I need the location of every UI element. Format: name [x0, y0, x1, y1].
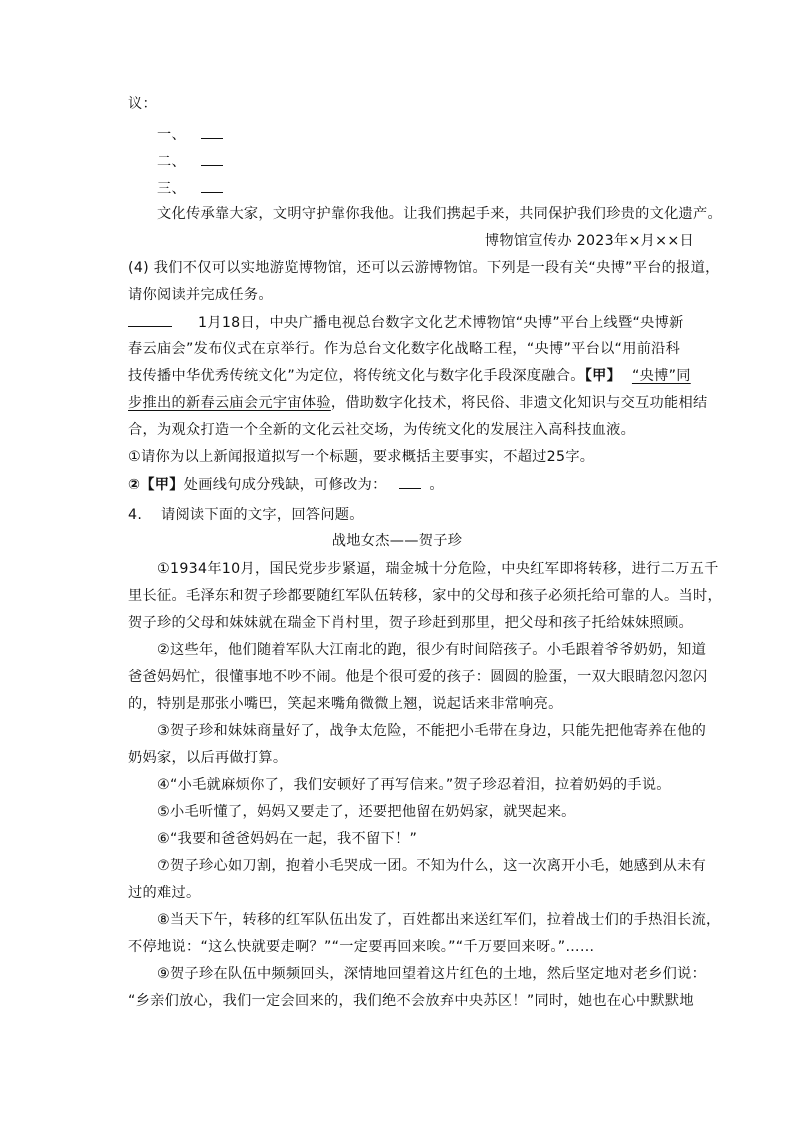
passage-line: 奶妈家，以后再做打算。 — [128, 750, 288, 766]
news-line-1 — [128, 312, 684, 333]
question-prompt: 请阅读下面的文字，回答问题。 — [160, 507, 364, 523]
passage-line: ⑥“我要和爸爸妈妈在一起，我不留下！” — [157, 831, 418, 847]
proposal-item-3 — [157, 178, 223, 199]
proposal-closing: 文化传承靠大家，文明守护靠你我他。让我们携起手来，共同保护我们珍贵的文化遗产。 — [157, 206, 723, 222]
news-line-3-text: 技传播中华优秀传统文化”为定位，将传统文化与数字化手段深度融合。 — [128, 368, 585, 384]
title-blank[interactable] — [128, 312, 172, 327]
passage-line: 贺子珍的父母和妹妹就在瑞金下肖村里，贺子珍赶到那里，把父母和孩子托给妹妹照顾。 — [128, 615, 694, 631]
passage-line: 不停地说：“这么快就要走啊？”“一定要再回来唉。”“千万要回来呀。”…… — [128, 939, 595, 955]
passage-line: ⑧当天下午，转移的红军队伍出发了，百姓都出来送红军们，拉着战士们的手热泪长流， — [157, 912, 721, 928]
proposal-item-2-label: 二、 — [157, 154, 186, 170]
answer-blank[interactable] — [201, 178, 223, 193]
news-line-4-rest: ，借助数字化技术，将民俗、非遗文化知识与交互功能相结 — [330, 395, 708, 411]
question4-header — [128, 505, 364, 525]
passage-line: ⑤小毛听懂了，妈妈又要走了，还要把他留在奶妈家，就哭起来。 — [157, 804, 576, 820]
passage-line: 爸爸妈妈忙，很懂事地不吵不闹。他是个很可爱的孩子：圆圆的脸蛋，一双大眼睛忽闪忽闪 — [128, 669, 708, 685]
proposal-item-2 — [157, 151, 223, 172]
passage-line: ②这些年，他们随着军队大江南北的跑，很少有时间陪孩子。小毛跟着爷爷奶奶，知道 — [157, 642, 707, 658]
passage-line: “乡亲们放心，我们一定会回来的，我们绝不会放弃中央苏区！”同时，她也在心中默默地 — [128, 993, 694, 1009]
answer-blank[interactable] — [201, 124, 223, 139]
passage-line: ①1934年10月，国民党步步紧逼，瑞金城十分危险，中央红军即将转移，进行二万五千 — [157, 561, 719, 577]
passage-line: ③贺子珍和妹妹商量好了，战争太危险，不能把小毛带在身边，只能先把他寄养在他的 — [157, 723, 707, 739]
underlined-sentence-part-2: 步推出的新春云庙会元宇宙体验 — [128, 395, 331, 411]
passage-title: 战地女杰——贺子珍 — [331, 533, 463, 549]
question-number: 4. — [128, 507, 143, 523]
task4-q1: ①请你为以上新闻报道拟写一个标题，要求概括主要事实，不超过25字。 — [128, 449, 595, 465]
proposal-item-1 — [157, 124, 223, 145]
news-line-3 — [128, 366, 691, 386]
task4-prompt-line2: 请你阅读并完成任务。 — [128, 287, 273, 303]
task4-prompt-line1: (4) 我们不仅可以实地游览博物馆，还可以云游博物馆。下列是一段有关“央博”平台的报道， — [128, 260, 720, 276]
passage-line: 过的难过。 — [128, 885, 201, 901]
passage-line: ⑦贺子珍心如刀割，抱着小毛哭成一团。不知为什么，这一次离开小毛，她感到从未有 — [157, 858, 707, 874]
news-line-1-text: 1月18日，中央广播电视总台数字文化艺术博物馆“央博”平台上线暨“央博新 — [198, 315, 684, 331]
q2-marker: ②【甲】 — [128, 477, 184, 493]
jia-marker: 【甲】 — [584, 368, 622, 384]
task4-q2 — [128, 474, 444, 495]
passage-line: 的，特别是那张小嘴巴，笑起来嘴角微微上翘，说起话来非常响亮。 — [128, 696, 563, 712]
underlined-sentence-part-1: “央博”同 — [631, 368, 691, 384]
proposal-item-3-label: 三、 — [157, 181, 186, 197]
q2-text: 处画线句成分残缺，可修改为： — [183, 477, 387, 493]
proposal-signature: 博物馆宣传办 2023年×月××日 — [484, 233, 694, 249]
news-line-4 — [128, 393, 708, 413]
news-line-2: 春云庙会”发布仪式在京举行。作为总台文化数字化战略工程，“央博”平台以“用前沿科 — [128, 341, 681, 357]
proposal-item-1-label: 一、 — [157, 127, 186, 143]
passage-line: ④“小毛就麻烦你了，我们安顿好了再写信来。”贺子珍忍着泪，拉着奶妈的手说。 — [157, 777, 671, 793]
proposal-intro-tail: 议： — [128, 96, 157, 112]
q2-end: 。 — [429, 477, 444, 493]
answer-blank[interactable] — [201, 151, 223, 166]
news-line-5: 合，为观众打造一个全新的文化云社交场，为传统文化的发展注入高科技血液。 — [128, 422, 636, 438]
passage-line: 里长征。毛泽东和贺子珍都要随红军队伍转移，家中的父母和孩子必须托给可靠的人。当时， — [128, 588, 722, 604]
answer-blank[interactable] — [399, 474, 421, 489]
passage-line: ⑨贺子珍在队伍中频频回头，深情地回望着这片红色的土地，然后坚定地对老乡们说： — [157, 966, 707, 982]
